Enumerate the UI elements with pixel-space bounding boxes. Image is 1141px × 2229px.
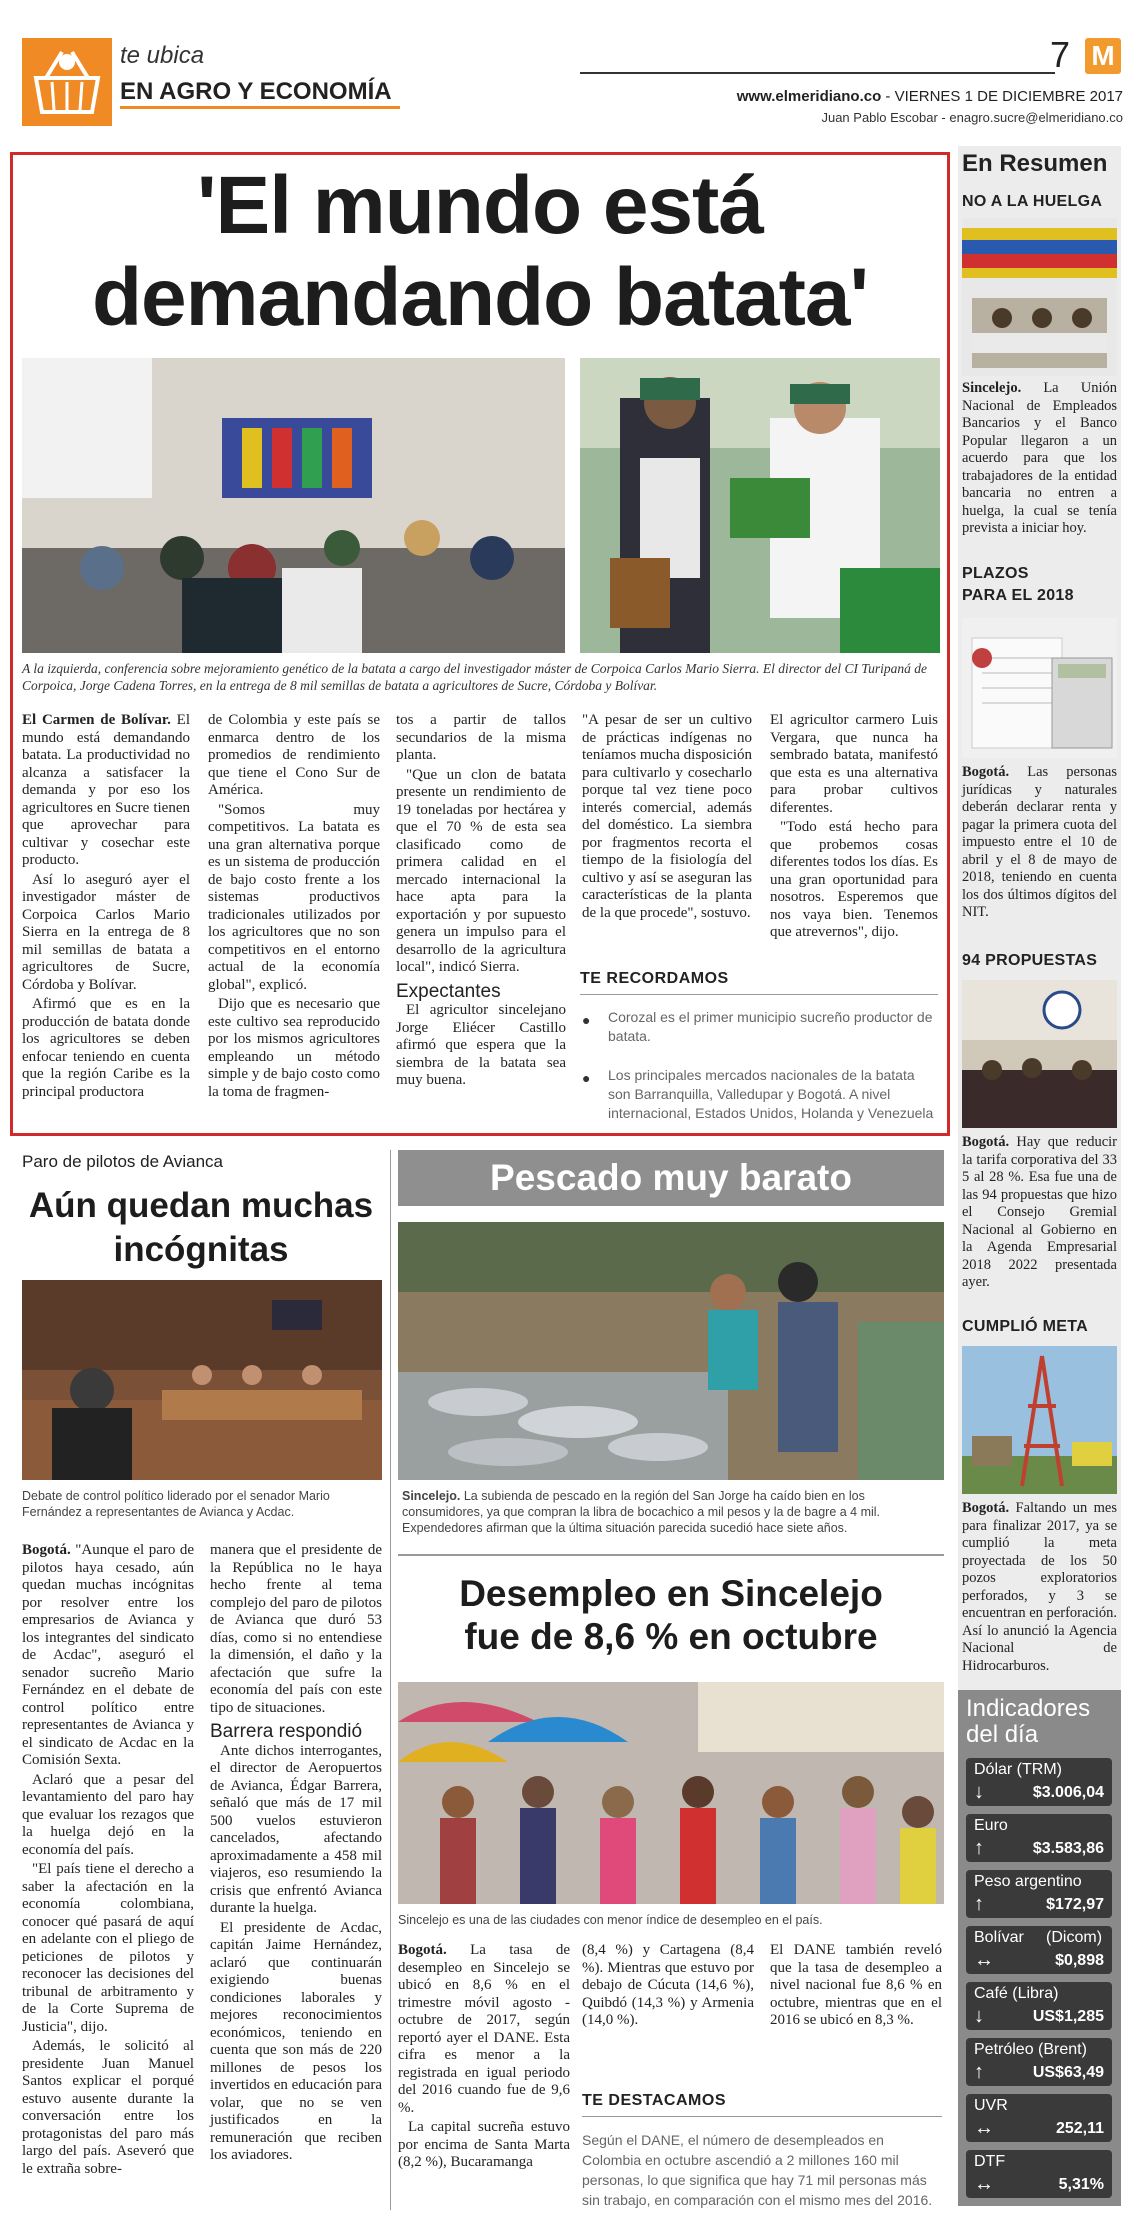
avianca-kicker: Paro de pilotos de Avianca	[22, 1152, 223, 1171]
arrow-down-icon: ↓	[974, 1781, 984, 1803]
desempleo-column-1: Bogotá. La tasa de desempleo en Sincelejo se ubicó en 8,6 % en el trimestre móvil agosto - octubre de 2017, según reportó ayer el DANE. Esta cifra es menor a la registrada en igual periodo del 2016 cuando fue de 9,6 %. La capital sucreña estuvo por encima de Santa Marta (8,2 %), Bucaramanga	[398, 1942, 570, 2170]
senate-debate-photo	[22, 1280, 382, 1480]
lead-dateline: El Carmen de Bolívar.	[22, 712, 171, 728]
pescado-caption: Sincelejo. La subienda de pescado en la región del San Jorge ha caído bien en los consumidores, ya que compran la libra de bocachico a mil pesos y la de bagre a 4 mil. Expendedores afirman que la última situación parecida sucedió hace siete años.	[402, 1489, 881, 1535]
recordamos-heading: TE RECORDAMOS	[580, 970, 729, 987]
desempleo-column-3: El DANE también reveló que la tasa de desempleo a nivel nacional fue 8,6 % en octubre, mientras que en el 2016 se ubicó en 8,3 %.	[770, 1942, 942, 2028]
destacamos-text: Según el DANE, el número de desempleados en Colombia en octubre ascendió a 2 millones 160 mil personas, lo que significa que hay 71 mil personas más sin trabajo, en comparación con el mismo mes del 2016.	[582, 2132, 933, 2208]
avianca-column-1: Bogotá. "Aunque el paro de pilotos haya cesado, aún quedan muchas incógnitas por resolver entre los empresarios de Avianca y los integrantes del sindicato de Acdac", aseguró el senador sucreño Mario Fernández en el debate de control político entre representantes de Avianca y el sindicato de Acdac en la Comisión Sexta. Aclaró que a pesar del levantamiento del paro hay que evaluar los rezagos que la huelga dejó en la economía del país. "El país tiene el derecho a saber la afectación en la economía colombiana, conocer qué pasará de aquí en adelante con el pliego de peticiones de pilotos y reconocer las decisiones del tribunal de arbitramento y de la Corte Suprema de Justicia", dijo. Además, le solicitó al presidente Juan Manuel Santos explicar el porqué estuvo ausente durante la conversación entre los protagonistas del paro más largo del país. Aseveró que le extraña sobre-	[22, 1542, 194, 2177]
indicator-peso-argentino: Peso argentino ↑ $172,97	[966, 1870, 1112, 1918]
arrow-up-icon: ↑	[974, 1837, 984, 1859]
indicators-title: Indicadores del día	[966, 1695, 1091, 1748]
recordamos-item-1: Corozal es el primer municipio sucreño productor de batata.	[608, 1009, 933, 1044]
avianca-column-2: manera que el presidente de la República no le haya hecho frente al tema complejo del paro de pilotos de Avianca que duró 53 días, como si no entendiese la dimensión, el daño y la afectación que sufre la economía del país con este tipo de situaciones. Barrera respondió Ante dichos interrogantes, el director de Aeropuertos de Avianca, Édgar Barrera, señaló que más de 17 mil 500 vuelos estuvieron cancelados, afectando aproximadamente a 458 mil viajeros, eso resumiendo la crisis que enfrentó Avianca durante la huelga. El presidente de Acdac, capitán Jaime Hernández, aclaró que continuarán exigiendo buenas condiciones laborales y mejores reconocimientos económicos, teniendo en cuenta que son más de 220 millones de pesos los invertidos en educación para volar, que no se ven justificados en la remuneración que reciben los aviadores.	[210, 1542, 383, 2163]
header-rule	[580, 72, 1055, 74]
page-number: 7	[1050, 34, 1071, 75]
avianca-caption: Debate de control político liderado por el senador Mario Fernández a representantes de Avianca y Acdac.	[22, 1489, 330, 1519]
sidebar-text-plazos: Bogotá. Las personas jurídicas y naturales deberán declarar renta y pagar la primera cuota del impuesto entre el 10 de abril y el 8 de mayo de 2018, teniendo en cuenta los dos últimos dígitos del NIT.	[962, 764, 1117, 920]
sidebar-heading-huelga: NO A LA HUELGA	[962, 193, 1103, 210]
indicator-uvr: UVR ↔ 252,11	[966, 2094, 1112, 2142]
arrow-both-icon: ↔	[974, 1949, 994, 1971]
issue-date: - VIERNES 1 DE DICIEMBRE 2017	[885, 88, 1123, 105]
arrow-up-icon: ↑	[974, 2061, 984, 2083]
sidebar-heading-meta: CUMPLIÓ META	[962, 1318, 1088, 1335]
indicator-bolivar: Bolívar (Dicom) ↔ $0,898	[966, 1926, 1112, 1974]
lead-column-1: El Carmen de Bolívar. El mundo está demandando batata. La productividad no alcanza a satisfacer la demanda y por eso los agricultores en Sucre tienen que aprovechar para cultivar y cosechar este producto. Así lo aseguró ayer el investigador máster de Corpoica Carlos Mario Sierra en la entrega de 8 mil semillas de batata a agricultores de Sucre, Córdoba y Bolívar. Afirmó que es en la producción de batata donde los agricultores se deben enfocar teniendo en cuenta que la región Caribe es la principal productora	[22, 712, 190, 1100]
subhead-expectantes: Expectantes	[396, 980, 501, 1002]
business-council-photo	[962, 980, 1117, 1128]
avianca-headline: Aún quedan muchas incógnitas	[28, 1186, 374, 1269]
section-logo	[22, 38, 112, 126]
arrow-both-icon: ↔	[974, 2117, 994, 2139]
street-crowd-photo	[398, 1682, 944, 1904]
recordamos-rule	[580, 994, 938, 995]
arrow-up-icon: ↑	[974, 1893, 984, 1915]
pescado-headline: Pescado muy barato	[398, 1150, 944, 1206]
arrow-down-icon: ↓	[974, 2005, 984, 2027]
indicator-cafe: Café (Libra) ↓ US$1,285	[966, 1982, 1112, 2030]
tax-calculator-photo	[962, 618, 1117, 758]
dateline	[737, 88, 1123, 105]
subhead-barrera: Barrera respondió	[210, 1721, 363, 1742]
bullet-icon: ●	[582, 1014, 591, 1029]
author-line: Juan Pablo Escobar - enagro.sucre@elmeridiano.co	[821, 110, 1123, 125]
section-name: EN AGRO Y ECONOMÍA	[120, 78, 392, 105]
indicator-dtf: DTF ↔ 5,31%	[966, 2150, 1112, 2198]
arrow-both-icon: ↔	[974, 2173, 994, 2195]
desempleo-headline: Desempleo en Sincelejo fue de 8,6 % en octubre	[459, 1573, 883, 1657]
sidebar-heading-plazos: PLAZOS PARA EL 2018	[962, 565, 1074, 604]
section-tag: te ubica	[120, 42, 205, 69]
sidebar-heading-propuestas: 94 PROPUESTAS	[962, 952, 1098, 969]
bullet-icon: ●	[582, 1072, 591, 1087]
lead-column-2: de Colombia y este país se enmarca dentro de los promedios de rendimiento que tiene el Cono Sur de América. "Somos muy competitivos. La batata es una gran alternativa porque es un sistema de producción de bajo costo frente a los sistemas productivos tradicionales utilizados por los agricultores que no son competitivos en el entorno actual de la economía global", explicó. Dijo que es necesario que este cultivo sea reproducido por los mismos agricultores empleando un método simple y de bajo costo como la toma de fragmen-	[208, 712, 380, 1100]
destacamos-rule	[582, 2116, 942, 2117]
conference-photo	[22, 358, 565, 653]
section-underline	[120, 106, 400, 109]
destacamos-heading: TE DESTACAMOS	[582, 2092, 726, 2109]
recordamos-item-2: Los principales mercados nacionales de la batata son Barranquilla, Valledupar y Bogotá. A nivel internacional, Estados Unidos, Holanda y Venezuela	[608, 1067, 934, 1121]
lead-column-3: tos a partir de tallos secundarios de la misma planta. "Que un clon de batata presente un rendimiento de 19 toneladas por hectárea y que el 70 % de esta sea clasificado como de primera calidad en el mercado internacional la hace apta para la exportación y por supuesto genera un impulso para el desarrollo de la agricultura local", indicó Sierra. Expectantes El agricultor sincelejano Jorge Eliécer Castillo afirmó que espera que la siembra de la batata sea muy buena.	[396, 712, 566, 1088]
indicator-euro: Euro ↑ $3.583,86	[966, 1814, 1112, 1862]
lead-column-4: "A pesar de ser un cultivo de prácticas indígenas no teníamos mucha disposición para cultivarlo y cosecharlo porque tal vez tiene poco interés comercial, además del doméstico. La siembra por fragmentos recorta el tiempo de la fisiología del cultivo y así se aseguran las características de la planta de la que procede", sostuvo.	[582, 712, 752, 921]
sidebar-text-huelga: Sincelejo. La Unión Nacional de Empleados Bancarios y el Banco Popular llegaron a un acuerdo para que los trabajadores de la entidad bancaria no entren a huelga, la cual se tenía prevista a iniciar hoy.	[962, 380, 1117, 536]
sidebar-text-meta: Bogotá. Faltando un mes para finalizar 2017, ya se cumplió la meta proyectada de los 50 pozos exploratorios perforados, y 3 se encuentran en perforación. Así lo anunció la Agencia Nacional de Hidrocarburos.	[962, 1500, 1117, 1674]
indicator-petroleo: Petróleo (Brent) ↑ US$63,49	[966, 2038, 1112, 2086]
sidebar-text-propuestas: Bogotá. Hay que reducir la tarifa corporativa del 33 5 al 28 %. Esa fue una de las 94 propuestas que hizo el Consejo Gremial Nacional al Gobierno en la Agenda Empresarial 2018 2022 presentada ayer.	[962, 1134, 1117, 1290]
desempleo-caption: Sincelejo es una de las ciudades con menor índice de desempleo en el país.	[398, 1913, 823, 1927]
indicator-dolar: Dólar (TRM) ↓ $3.006,04	[966, 1758, 1112, 1806]
lead-photo-caption: A la izquierda, conferencia sobre mejoramiento genético de la batata a cargo del investigador máster de Corpoica Carlos Mario Sierra. El director del CI Turipaná de Corpoica, Jorge Cadena Torres, en la entrega de 8 mil semillas de batata a agricultores de Sucre, Córdoba y Bolívar.	[22, 661, 928, 693]
lead-column-5: El agricultor carmero Luis Vergara, que nunca ha sembrado batata, manifestó que esta es una alternativa para probar cultivos diferentes. "Todo está hecho para que probemos cosas diferentes todos los días. Es una gran oportunidad para nosotros. Esperemos que nos vaya bien. Tenemos que atrevernos", dijo.	[770, 712, 938, 940]
site-url[interactable]: www.elmeridiano.co	[736, 88, 882, 105]
desempleo-column-2: (8,4 %) y Cartagena (8,4 %). Mientras que estuvo por debajo de Cúcuta (14,6 %), Quibdó (14,3 %) y Armenia (14,0 %).	[582, 1942, 754, 2028]
lead-headline-line1: 'El mundo está	[197, 160, 763, 251]
oil-rig-photo	[962, 1346, 1117, 1494]
bank-meeting-photo	[962, 218, 1117, 376]
column-divider	[390, 1150, 391, 2210]
seed-delivery-photo	[580, 358, 940, 653]
section-rule	[398, 1554, 944, 1556]
sidebar-title: En Resumen	[962, 150, 1108, 177]
basket-icon	[22, 38, 112, 126]
fish-market-photo	[398, 1222, 944, 1480]
lead-headline	[20, 160, 940, 344]
newspaper-logo: M	[1085, 38, 1121, 74]
lead-headline-line2: demandando batata'	[91, 252, 869, 343]
